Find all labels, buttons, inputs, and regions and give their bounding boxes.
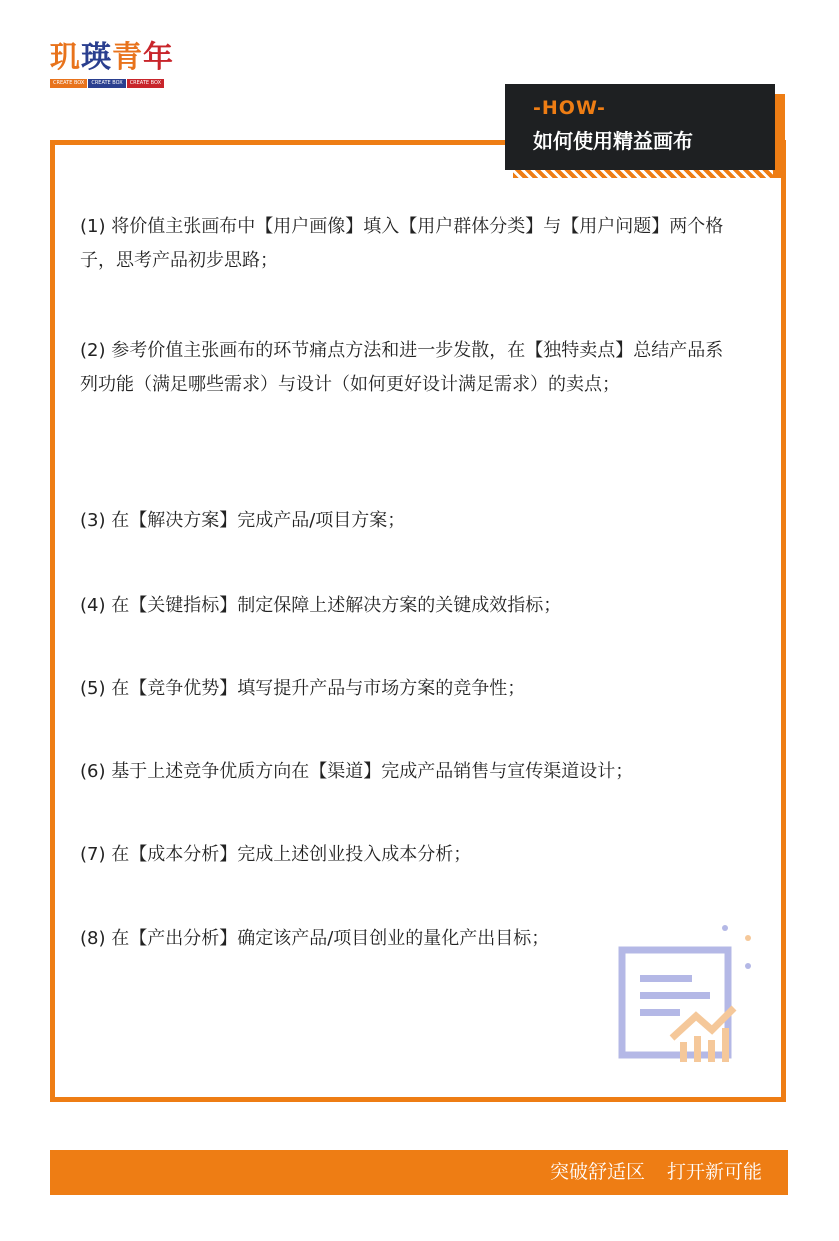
logo-tag: CREATE BOX [127, 79, 164, 88]
logo-char: 年 [143, 40, 174, 75]
document-chart-icon [600, 920, 760, 1070]
step-item: (1) 将价值主张画布中【用户画像】填入【用户群体分类】与【用户问题】两个格子，思考产品初步思路； [80, 216, 724, 271]
logo-tag: CREATE BOX [88, 79, 125, 88]
step-item: (4) 在【关键指标】制定保障上述解决方案的关键成效指标； [80, 595, 562, 616]
step-item: (2) 参考价值主张画布的环节痛点方法和进一步发散，在【独特卖点】总结产品系列功能（满足哪些需求）与设计（如何更好设计满足需求）的卖点； [80, 340, 724, 395]
section-kicker: -HOW- [533, 97, 606, 119]
logo-tag: CREATE BOX [50, 79, 87, 88]
footer-slogan-right: 打开新可能 [666, 1161, 762, 1183]
logo-char: 瑛 [81, 40, 112, 75]
step-item: (5) 在【竞争优势】填写提升产品与市场方案的竞争性； [80, 678, 526, 699]
logo-tagline [50, 79, 180, 88]
section-header [505, 84, 775, 170]
step-item: (8) 在【产出分析】确定该产品/项目创业的量化产出目标； [80, 928, 550, 949]
logo-char: 青 [112, 40, 143, 75]
logo-char: 玑 [50, 40, 81, 75]
footer-slogan-left: 突破舒适区 [549, 1161, 645, 1183]
logo-wordmark [50, 40, 180, 76]
step-item: (3) 在【解决方案】完成产品/项目方案； [80, 510, 406, 531]
step-item: (7) 在【成本分析】完成上述创业投入成本分析； [80, 844, 472, 865]
brand-logo [50, 40, 180, 92]
step-item: (6) 基于上述竞争优质方向在【渠道】完成产品销售与宣传渠道设计； [80, 761, 634, 782]
section-title: 如何使用精益画布 [533, 129, 693, 153]
footer-banner [50, 1150, 788, 1195]
footer-slogan [528, 1150, 762, 1195]
